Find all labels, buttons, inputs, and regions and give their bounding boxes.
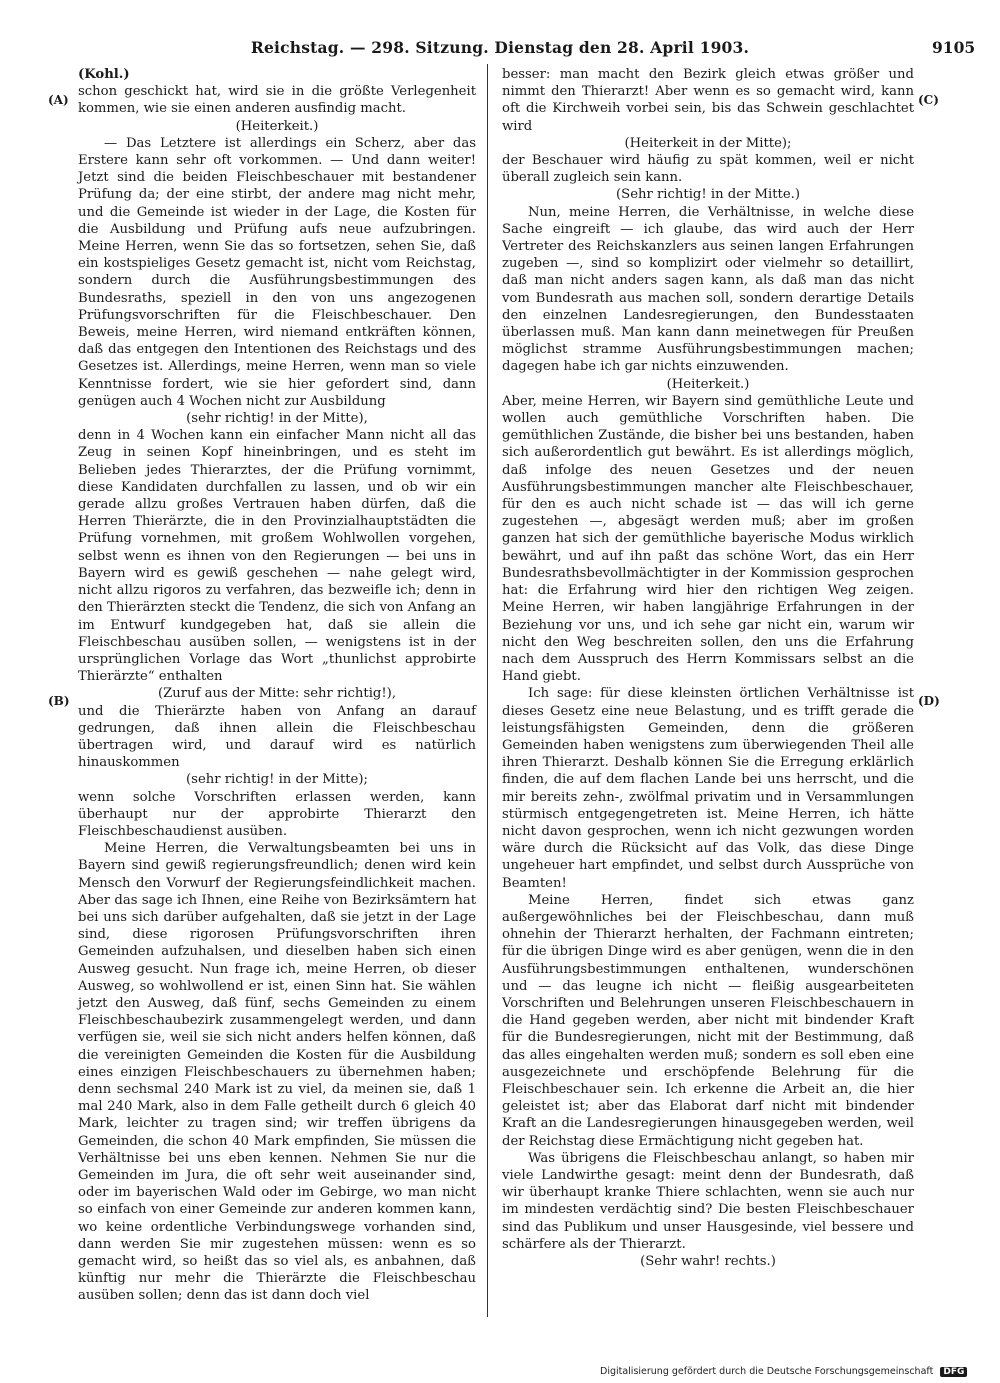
page-number: 9105 [932,38,976,57]
page-title: Reichstag. — 298. Sitzung. Dienstag den 28. April 1903. [250,38,750,57]
digitization-credit [600,1366,967,1377]
margin-marker-c: (C) [918,93,939,107]
paragraph: Nun, meine Herren, die Verhältnisse, in welche diese Sache eingreift — ich glaube, das wird auch der Herr Vertreter des Reichskanzlers aus seinen langen Erfahrungen zugeben —, sind so komplizirt oder vielmehr so detaillirt, daß man nicht anders sagen kann, als daß man das nicht vom Bundesrath aus machen soll, sondern derartige Details den einzelnen Landesregierungen, den Bundesstaaten überlassen muß. Man kann dann meinetwegen für Preußen möglichst stramme Ausführungsbestimmungen machen; dagegen habe ich gar nichts einzuwenden. [502,204,914,375]
credit-text: Digitalisierung gefördert durch die Deutsche Forschungsgemeinschaft [600,1366,934,1377]
paragraph: Was übrigens die Fleischbeschau anlangt, so haben mir viele Landwirthe gesagt: meint denn der Bundesrath, daß wir überhaupt kranke Thiere schlachten, wenn sie auch nur im mindesten verdächtig sind? Die besten Fleischbeschauer sind das Publikum und unser Hausgesinde, viel bessere und schärfere als der Thierarzt. [502,1150,914,1252]
interjection: (Zuruf aus der Mitte: sehr richtig!), [157,686,397,702]
interjection: (Heiterkeit.) [666,376,750,392]
paragraph: besser: man macht den Bezirk gleich etwas größer und nimmt den Thierarzt! Aber wenn es so gemacht wird, kann oft die Kirchweih vorbei sein, bis das Schwein geschlachtet wird [502,67,914,134]
paragraph: schon geschickt hat, wird sie in die größte Verlegenheit kommen, wie sie einen anderen ausfindig macht. [78,84,476,117]
paragraph: der Beschauer wird häufig zu spät kommen, weil er nicht überall zugleich sein kann. [502,153,914,186]
paragraph: Ich sage: für diese kleinsten örtlichen Verhältnisse ist dieses Gesetz eine neue Belastung, und es trifft gerade die leistungsfähigsten Gemeinden, denn die größeren Gemeinden haben wenigstens zum überwiegenden Theil alle ihren Thierarzt. Deshalb können Sie die Erregung erklärlich finden, die auf dem flachen Lande bei uns herrscht, und die mir bereits zehn-, zwölfmal privatim und in Versammlungen stürmisch entgegengetreten ist. Meine Herren, ich hätte nicht davon gesprochen, wenn ich nicht gezwungen worden wäre durch die Rücksicht auf das Volk, das diese Dinge ungeheuer hart empfindet, und selbst durch Aussprüche von Beamten! [502,686,914,891]
paragraph: — Das Letztere ist allerdings ein Scherz, aber das Erstere kann sehr oft vorkommen. — Und dann weiter! Jetzt sind die beiden Fleischbeschauer mit bestandener Prüfung da; der eine stirbt, der andere mag nicht mehr, und die Gemeinde ist wieder in der Lage, die Kosten für die Ausbildung und Prüfung aufs neue aufzubringen. Meine Herren, wenn Sie das so fortsetzen, sehen Sie, daß ein kostspieliges Gesetz gemacht ist, nicht vom Reichstag, sondern durch die Ausführungsbestimmungen des Bundesraths, speziell in den von uns angezogenen Prüfungsvorschriften für die Fleischbeschauer. Den Beweis, meine Herren, wird niemand entkräften können, daß das entgegen den Intentionen des Reichstags und des Gesetzes ist. Allerdings, meine Herren, wenn man so viele Kenntnisse fordert, wie sie hier gefordert sind, dann genügen auch 4 Wochen nicht zur Ausbildung [78,135,476,409]
column-divider [487,64,488,1317]
margin-marker-a: (A) [48,93,69,107]
paragraph: Meine Herren, die Verwaltungsbeamten bei uns in Bayern sind gewiß regierungsfreundlich; denen wird kein Mensch den Vorwurf der Regierungsfeindlichkeit machen. Aber das sage ich Ihnen, eine Reihe von Bezirksämtern hat bei uns sich darüber aufgehalten, daß sie jetzt in der Lage sind, diese rigorosen Prüfungsvorschriften ihren Gemeinden aufzuhalsen, und dieselben haben sich einen Ausweg gesucht. Nun frage ich, meine Herren, ob dieser Ausweg, so wohlwollend er ist, einen Sinn hat. Sie wählen jetzt den Ausweg, daß fünf, sechs Gemeinden zu einem Fleischbeschaubezirk zusammengelegt werden, und dann verfügen sie, weil sie sich nicht anders helfen können, daß die vereinigten Gemeinden die Kosten für die Ausbildung eines einzigen Fleischbeschauers zu übernehmen haben; denn sechsmal 240 Mark ist zu viel, da meinen sie, daß 1 mal 240 Mark, also in dem Falle getheilt durch 6 gleich 40 Mark, leichter zu tragen sind; wir treffen übrigens da Gemeinden, die schon 40 Mark empfinden, Sie müssen die Verhältnisse bei uns eben kennen. Nehmen Sie nur die Gemeinden im Jura, die oft sehr weit auseinander sind, oder im bayerischen Wald oder im Gebirge, wo man nicht so einfach von einer Gemeinde zur anderen kommen kann, wo keine ordentliche Verbindungswege vorhanden sind, dann werden Sie mir zugestehen müssen: wenn es so gemacht wird, so heißt das so viel als, es anbahnen, daß künftig nur mehr die Thierärzte die Fleischbeschau ausüben sollen; denn das ist dann doch viel [78,841,476,1304]
paragraph: wenn solche Vorschriften erlassen werden, kann überhaupt nur der approbirte Thierarzt den Fleischbeschaudienst ausüben. [78,789,476,839]
paragraph: denn in 4 Wochen kann ein einfacher Mann nicht all das Zeug in seinen Kopf hineinbringen, und es steht im Belieben jedes Thierarztes, der die Prüfung vornimmt, diese Kandidaten durchfallen zu lassen, und ob wir ein gerade allzu großes Vertrauen haben dürfen, daß die Herren Thierärzte, die in den Provinzialhauptstädten die Prüfung vornehmen, mit großem Wohlwollen vorgehen, selbst wenn es ihnen von den Regierungen — bei uns in Bayern wird es gewiß geschehen — nahe gelegt wird, nicht allzu rigoros zu verfahren, das bezweifle ich; denn in den Thierärzten steckt die Tendenz, die sich von Anfang an im Entwurf kundgegeben hat, daß sie allein die Fleischbeschau ausüben sollen, — wenigstens ist in der ursprünglichen Vorlage das Wort „thunlichst approbirte Thierärzte“ enthalten [78,428,476,685]
margin-marker-d: (D) [918,694,940,708]
interjection: (sehr richtig! in der Mitte), [186,411,368,427]
interjection: (Sehr richtig! in der Mitte.) [616,187,800,203]
left-column [78,66,476,1305]
page-header [0,0,1000,58]
paragraph: Meine Herren, findet sich etwas ganz außergewöhnliches bei der Fleischbeschau, dann muß ohnehin der Thierarzt herhalten, der Fachmann eintreten; für die übrigen Dinge wird es aber genügen, wenn die in den Ausführungsbestimmungen enthaltenen, wunderschönen und — das leugne ich nicht — fleißig ausgearbeiteten Vorschriften und Belehrungen unseren Fleischbeschauern in die Hand gegeben werden, aber nicht mit bindender Kraft für die Bundesregierungen, nicht mit der Bestimmung, daß das alles eingehalten werden muß; sondern es soll eben eine ausgezeichnete und erschöpfende Belehrung für die Fleischbeschauer sein. Ich erkenne die Arbeit an, die hier geleistet ist; aber das Elaborat darf nicht mit bindender Kraft an die Landesregierungen hinausgegeben werden, weil der Reichstag diese Ermächtigung nicht gegeben hat. [502,892,914,1149]
right-column [502,66,914,1270]
paragraph: Aber, meine Herren, wir Bayern sind gemüthliche Leute und wollen auch gemüthliche Vorschriften haben. Die gemüthlichen Zustände, die bisher bei uns bestanden, haben sich außerordentlich gut bewährt. Es ist allerdings möglich, daß infolge des neuen Gesetzes und der neuen Ausführungsbestimmungen mancher alte Fleischbeschauer, für den es auch nicht schade ist — das will ich gerne zugestehen —, abgesägt werden muß; aber im großen ganzen hat sich der gemüthliche bayerische Modus wirklich bewährt, und auf ihn paßt das schöne Wort, das ein Herr Bundesrathsbevollmächtigter in der Kommission gesprochen hat: die Erfahrung wird hier den richtigen Weg zeigen. Meine Herren, wir haben langjährige Erfahrungen in der Beziehung vor uns, und ich sehe gar nicht ein, warum wir nicht den Weg beschreiten sollen, den uns die Erfahrung nach dem Ausspruch des Herrn Kommissars selbst an die Hand giebt. [502,393,914,685]
interjection: (Heiterkeit in der Mitte); [624,135,792,151]
paragraph: und die Thierärzte haben von Anfang an darauf gedrungen, daß ihnen allein die Fleischbeschau übertragen wird, und darauf wird es natürlich hinauskommen [78,703,476,771]
dfg-logo: DFG [940,1367,967,1377]
interjection: (Heiterkeit.) [235,118,319,134]
speaker-name: (Kohl.) [78,67,130,82]
interjection: (Sehr wahr! rechts.) [640,1254,776,1270]
interjection: (sehr richtig! in der Mitte); [186,772,368,788]
margin-marker-b: (B) [48,694,70,708]
